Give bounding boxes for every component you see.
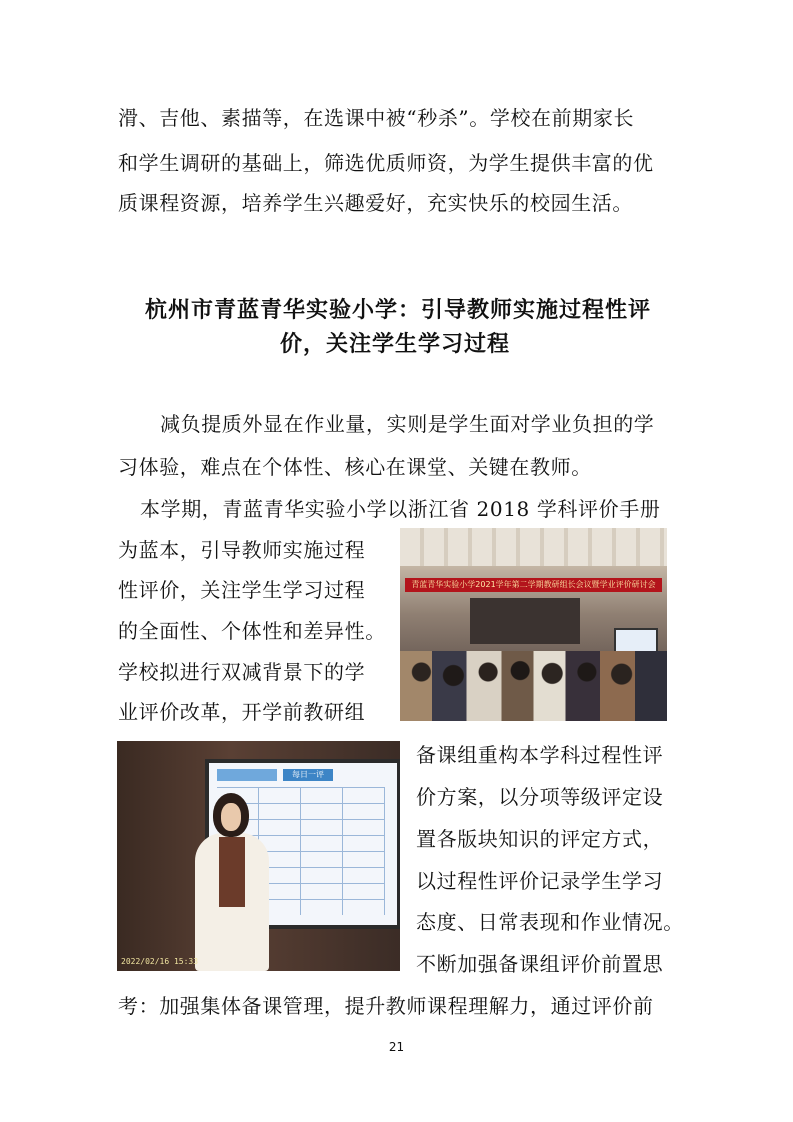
text-line: 学校拟进行双减背景下的学 <box>118 660 366 684</box>
presenter-photo <box>117 741 400 971</box>
text-line: 性评价，关注学生学习过程 <box>118 578 366 602</box>
text-line: 的全面性、个体性和差异性。 <box>118 619 386 643</box>
text-line: 为蓝本，引导教师实施过程 <box>118 538 366 562</box>
text-line: 质课程资源，培养学生兴趣爱好，充实快乐的校园生活。 <box>118 191 633 215</box>
text-line: 置各版块知识的评定方式， <box>416 827 664 851</box>
text-line: 本学期，青蓝青华实验小学以浙江省 2018 学科评价手册 <box>140 497 661 521</box>
text-line: 备课组重构本学科过程性评 <box>416 743 664 767</box>
text-line: 业评价改革，开学前教研组 <box>118 700 366 724</box>
page-number: 21 <box>388 1040 405 1054</box>
text-line: 考：加强集体备课管理，提升教师课程理解力，通过评价前 <box>118 994 654 1018</box>
text-line: 和学生调研的基础上，筛选优质师资，为学生提供丰富的优 <box>118 151 654 175</box>
text-line: 价方案，以分项等级评定设 <box>416 785 664 809</box>
text-line: 减负提质外显在作业量，实则是学生面对学业负担的学 <box>160 412 655 436</box>
section-heading: 价，关注学生学习过程 <box>280 332 511 357</box>
text-line: 态度、日常表现和作业情况。 <box>416 910 684 934</box>
board-title: 每日一评 <box>283 769 333 781</box>
text-line: 滑、吉他、素描等，在选课中被“秒杀”。学校在前期家长 <box>118 106 635 130</box>
text-line: 不断加强备课组评价前置思 <box>416 952 664 976</box>
text-line: 以过程性评价记录学生学习 <box>416 869 664 893</box>
meeting-banner: 青蓝青华实验小学2021学年第二学期教研组长会议暨学业评价研讨会 <box>405 578 662 592</box>
presenter-face <box>221 803 241 831</box>
board-header <box>217 769 277 781</box>
text-line: 习体验，难点在个体性、核心在课堂、关键在教师。 <box>118 455 592 479</box>
back-wall <box>470 598 580 644</box>
presenter-scarf <box>219 837 245 907</box>
meeting-photo <box>400 528 667 721</box>
section-heading: 杭州市青蓝青华实验小学：引导教师实施过程性评 <box>145 298 652 323</box>
ceiling-lights <box>400 528 667 566</box>
photo-timestamp: 2022/02/16 15:33 <box>121 957 199 966</box>
audience <box>400 651 667 721</box>
